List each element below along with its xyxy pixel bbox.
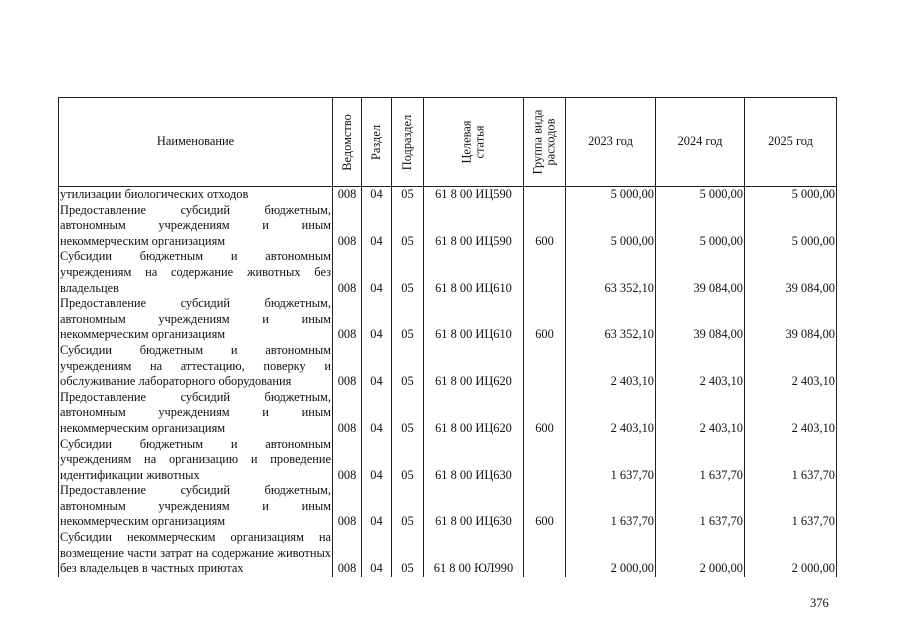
row-section: 04: [362, 437, 392, 484]
row-dept: 008: [333, 437, 362, 484]
header-dept-label: Ведомство: [339, 113, 354, 171]
header-2023: [566, 98, 656, 187]
row-target: 61 8 00 ИЦ610: [424, 249, 524, 296]
header-name: [59, 98, 333, 187]
table-header: [59, 98, 837, 187]
table-row: [59, 296, 837, 343]
row-dept: 008: [333, 296, 362, 343]
row-2025: 1 637,70: [745, 483, 837, 530]
table-row: [59, 437, 837, 484]
row-group: [524, 187, 566, 203]
row-2023: 2 403,10: [566, 343, 656, 390]
row-2025: 5 000,00: [745, 187, 837, 203]
row-name: Предоставление субсидий бюджетным, автономным учреждениям и иным некоммерческим организациям: [60, 389, 331, 435]
header-dept: [333, 98, 362, 187]
row-2025: 2 000,00: [745, 530, 837, 577]
row-2023: 5 000,00: [566, 203, 656, 250]
header-target: [424, 98, 524, 187]
row-name: Субсидии бюджетным и автономным учреждениям на организацию и проведение идентификации животных: [60, 436, 331, 482]
row-group: 600: [524, 483, 566, 530]
row-target: 61 8 00 ИЦ630: [424, 483, 524, 530]
row-name: Субсидии бюджетным и автономным учреждениям на содержание животных без владельцев: [60, 249, 331, 295]
table-row: [59, 390, 837, 437]
row-dept: 008: [333, 390, 362, 437]
header-2024: [656, 98, 745, 187]
table-row: [59, 187, 837, 203]
header-subsection: [392, 98, 424, 187]
row-name: утилизации биологических отходов: [59, 187, 333, 203]
row-name: Предоставление субсидий бюджетным, автономным учреждениям и иным некоммерческим организациям: [60, 483, 331, 529]
row-section: 04: [362, 296, 392, 343]
header-2025-label: 2025 год: [768, 134, 813, 149]
table-row: [59, 249, 837, 296]
header-name-label: Наименование: [156, 134, 235, 149]
row-2025: 1 637,70: [745, 437, 837, 484]
row-2023: 1 637,70: [566, 437, 656, 484]
row-target: 61 8 00 ИЦ620: [424, 390, 524, 437]
row-2025: 2 403,10: [745, 343, 837, 390]
row-subsection: 05: [392, 249, 424, 296]
row-subsection: 05: [392, 296, 424, 343]
row-target: 61 8 00 ИЦ610: [424, 296, 524, 343]
row-target: 61 8 00 ИЦ590: [424, 203, 524, 250]
row-section: 04: [362, 203, 392, 250]
row-2024: 39 084,00: [656, 296, 745, 343]
header-2024-label: 2024 год: [677, 134, 723, 149]
row-group: [524, 530, 566, 577]
header-2025: [745, 98, 837, 187]
row-section: 04: [362, 530, 392, 577]
header-target-line1: Целевая: [459, 120, 474, 164]
row-group: 600: [524, 296, 566, 343]
row-2024: 1 637,70: [656, 483, 745, 530]
row-target: 61 8 00 ИЦ620: [424, 343, 524, 390]
row-section: 04: [362, 483, 392, 530]
row-2023: 63 352,10: [566, 296, 656, 343]
row-target: 61 8 00 ЮЛ990: [424, 530, 524, 577]
row-2025: 2 403,10: [745, 390, 837, 437]
table-row: [59, 530, 837, 577]
row-name: Субсидии некоммерческим организациям на возмещение части затрат на содержание животных без владельцев в частных приютах: [60, 530, 331, 576]
header-group-line2: расходов: [543, 118, 558, 166]
row-2023: 1 637,70: [566, 483, 656, 530]
row-dept: 008: [333, 203, 362, 250]
header-section-label: Раздел: [369, 124, 383, 160]
row-group: [524, 343, 566, 390]
header-target-label: [461, 120, 487, 163]
row-2024: 5 000,00: [656, 187, 745, 203]
row-group: [524, 249, 566, 296]
header-target-line2: статья: [472, 125, 487, 159]
row-section: 04: [362, 249, 392, 296]
row-2025: 39 084,00: [745, 296, 837, 343]
row-group: [524, 437, 566, 484]
row-2023: 2 403,10: [566, 390, 656, 437]
row-2023: 63 352,10: [566, 249, 656, 296]
header-2023-label: 2023 год: [588, 134, 633, 149]
row-2024: 39 084,00: [656, 249, 745, 296]
header-subsection-label: Подраздел: [400, 114, 415, 170]
row-subsection: 05: [392, 483, 424, 530]
row-2025: 39 084,00: [745, 249, 837, 296]
row-subsection: 05: [392, 390, 424, 437]
row-subsection: 05: [392, 437, 424, 484]
row-subsection: 05: [392, 203, 424, 250]
row-2024: 2 403,10: [656, 390, 745, 437]
row-name: Предоставление субсидий бюджетным, автономным учреждениям и иным некоммерческим организациям: [60, 202, 331, 248]
header-section: [362, 98, 392, 187]
row-section: 04: [362, 343, 392, 390]
row-dept: 008: [333, 530, 362, 577]
row-subsection: 05: [392, 530, 424, 577]
row-2024: 5 000,00: [656, 203, 745, 250]
row-subsection: 05: [392, 343, 424, 390]
budget-table: [58, 97, 837, 577]
row-group: 600: [524, 203, 566, 250]
header-group: [524, 98, 566, 187]
row-group: 600: [524, 390, 566, 437]
header-group-label: [532, 110, 558, 175]
row-2024: 2 403,10: [656, 343, 745, 390]
row-section: 04: [362, 187, 392, 203]
table-body: [59, 187, 837, 577]
row-2023: 5 000,00: [566, 187, 656, 203]
row-target: 61 8 00 ИЦ630: [424, 437, 524, 484]
row-dept: 008: [333, 483, 362, 530]
row-dept: 008: [333, 187, 362, 203]
table-row: [59, 343, 837, 390]
header-group-line1: Группа вида: [530, 109, 545, 175]
table-row: [59, 203, 837, 250]
row-2024: 2 000,00: [656, 530, 745, 577]
row-2024: 1 637,70: [656, 437, 745, 484]
row-name: Субсидии бюджетным и автономным учреждениям на аттестацию, поверку и обслуживание лабораторного оборудования: [60, 342, 331, 389]
row-name: Предоставление субсидий бюджетным, автономным учреждениям и иным некоммерческим организациям: [60, 296, 331, 342]
row-subsection: 05: [392, 187, 424, 203]
row-2023: 2 000,00: [566, 530, 656, 577]
row-target: 61 8 00 ИЦ590: [424, 187, 524, 203]
row-dept: 008: [333, 343, 362, 390]
row-2025: 5 000,00: [745, 203, 837, 250]
row-dept: 008: [333, 249, 362, 296]
table-row: [59, 483, 837, 530]
page-number: 376: [810, 596, 829, 610]
row-section: 04: [362, 390, 392, 437]
